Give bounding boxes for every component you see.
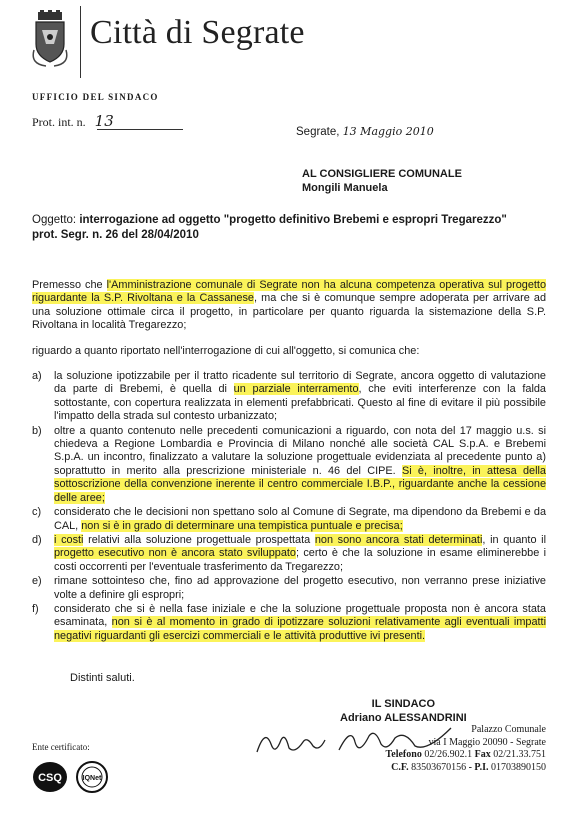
city-crest-icon [32, 10, 68, 68]
footer-street: via I Maggio 20090 - Segrate [428, 736, 546, 748]
highlight: non sono ancora stati determinati [314, 533, 483, 546]
greeting: Distinti saluti. [70, 672, 135, 684]
footer-phone: Telefono 02/26.902.1 Fax 02/21.33.751 [385, 749, 546, 760]
footer-address [374, 724, 546, 774]
points-list [32, 370, 546, 643]
highlight: Si è, inoltre, in attesa della sottoscrizione della convenzione inerente il centro commerciale I.B.P., riguardante anche la cessione delle aree; [54, 464, 546, 504]
logo-csq: CSQ [38, 772, 62, 784]
footer-building: Palazzo Comunale [471, 724, 546, 735]
subject-label: Oggetto: [32, 214, 77, 226]
protocol-underline [97, 117, 183, 130]
letter-date [296, 125, 434, 138]
protocol-number [32, 112, 183, 130]
highlight: i costi [54, 533, 84, 546]
certification-label: Ente certificato: [32, 742, 90, 752]
footer-tax: C.F. 83503670156 - P.I. 01703890150 [391, 761, 546, 773]
highlight: progetto esecutivo non è ancora stato sviluppato [54, 547, 296, 560]
logo-iqnet: IQNet [82, 775, 102, 782]
mayor-name: Adriano ALESSANDRINI [340, 712, 467, 724]
highlight: un parziale interramento [233, 383, 359, 396]
list-item: d) i costi relativi alla soluzione progettuale prospettata non sono ancora stati determinati, in quanto il progetto esecutivo non è ancora stato sviluppato; certo è che la soluzione in esame eliminerebbe i costi occorrenti per l'eventuale trasferimento da Tregarezzo; [32, 533, 547, 573]
mayor-block [340, 697, 467, 725]
highlight: l'Amministrazione comunale di Segrate non ha alcuna competenza operativa sul progetto riguardante la S.P. Rivoltana e la Cassanese [32, 279, 547, 305]
letter-body [32, 279, 546, 644]
highlight: non si è al momento in grado di ipotizzare soluzioni relativamente agli eventuali impatti negativi riguardanti gli esercizi commerciali e le attività produttive ivi presenti. [54, 616, 546, 642]
riguardo-paragraph: riguardo a quanto riportato nell'interrogazione di cui all'oggetto, si comunica che: [32, 344, 420, 357]
recipient-name: Mongili Manuela [302, 182, 388, 194]
subject-line2: prot. Segr. n. 26 del 28/04/2010 [32, 229, 199, 241]
list-item: f) considerato che si è nella fase iniziale e che la soluzione progettuale proposta non è ancora stata esaminata, non si è al momento in grado di ipotizzare soluzioni relativamente agli eventuali impatti negativi riguardanti gli esercizi commerciali e le attività produttive ivi presenti. [32, 602, 546, 642]
subject-line1: interrogazione ad oggetto "progetto definitivo Brebemi e espropri Tregarezzo" [79, 214, 507, 226]
date-place: Segrate, [296, 126, 340, 138]
intro-paragraph: Premesso che l'Amministrazione comunale di Segrate non ha alcuna competenza operativa sul progetto riguardante la S.P. Rivoltana e la Cassanese, ma che si è comunque sempre adoperata per arrivare ad una soluzione ottimale circa il progetto, in particolare per quanto riguarda la sistemazione della S.P. Rivoltana in località Tregarezzo; [32, 279, 547, 332]
city-name: Città di Segrate [90, 14, 305, 51]
list-item: c) considerato che le decisioni non spettano solo al Comune di Segrate, ma dipendono da Brebemi e da CAL, non si è in grado di determinare una tempistica puntuale e precisa; [32, 506, 546, 532]
subject-block [32, 213, 552, 243]
recipient-title: AL CONSIGLIERE COMUNALE [302, 168, 462, 180]
recipient-block [302, 167, 462, 195]
list-item: a) la soluzione ipotizzabile per il tratto ricadente sul territorio di Segrate, ancora oggetto di valutazione da parte di Brebemi, è quella di un parziale interramento, che eviti interferenze con la falda sottostante, con copertura realizzata in elementi prefabbricati. Questo al fine di evitare il più possibile l'impatto della strada sul contesto urbanizzato; [32, 370, 546, 423]
protocol-value: 13 [94, 112, 114, 130]
date-handwritten: 13 Maggio 2010 [342, 125, 434, 138]
protocol-label: Prot. int. n. [32, 115, 86, 129]
highlight: non si è in grado di determinare una tempistica puntuale e precisa; [81, 519, 403, 532]
list-item: e) rimane sottointeso che, fino ad approvazione del progetto esecutivo, non verranno prese iniziative volte a definire gli espropri; [32, 575, 546, 601]
mayor-title: IL SINDACO [371, 698, 436, 710]
list-item: b) oltre a quanto contenuto nelle precedenti comunicazioni a riguardo, con nota del 17 maggio u.s. si chiedeva a Regione Lombardia e Provincia di Milano nonché alle società CAL S.p.A. e Brebemi S.p.A. un incontro, finalizzato a valutare la soluzione progettuale evidenziata al precedente punto a) soprattutto in merito alla prescrizione ministeriale n. 46 del CIPE. Si è, inoltre, in attesa della sottoscrizione della convenzione inerente il centro commerciale I.B.P., riguardante anche la cessione delle aree; [32, 424, 546, 504]
office-label: UFFICIO DEL SINDACO [32, 92, 159, 102]
header-divider [80, 6, 81, 78]
certification-logos-icon [32, 760, 112, 794]
